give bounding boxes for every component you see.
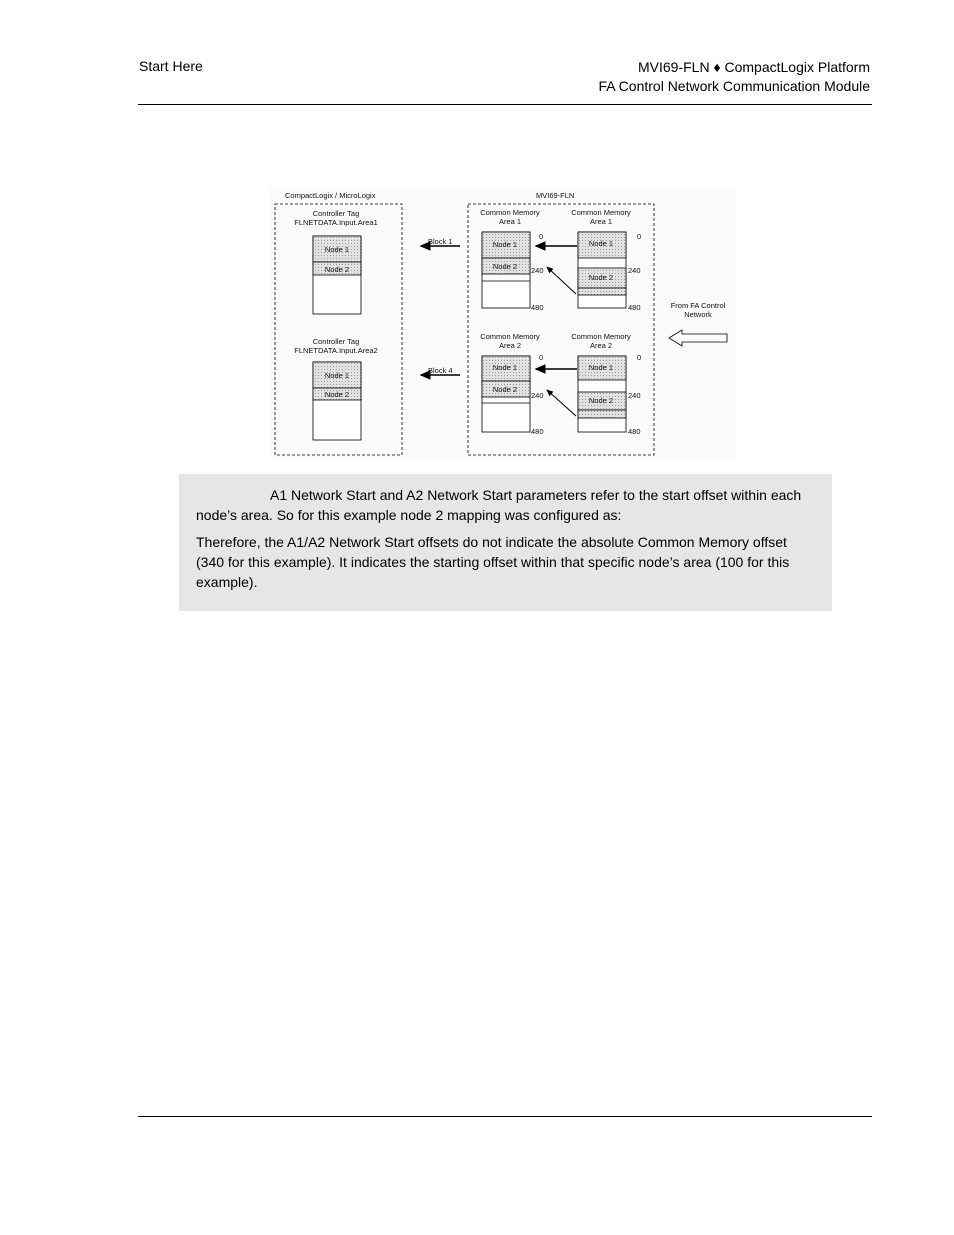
cm-area1-left-line2: Area 1 xyxy=(498,217,522,226)
note-box xyxy=(179,474,832,611)
cm-area1-left-node2: Node 2 xyxy=(492,262,518,271)
cm-area2-right-offset-480: 480 xyxy=(628,427,641,436)
cm-area1-right-node1: Node 1 xyxy=(588,239,614,248)
cm-area1-right-offset-480: 480 xyxy=(628,303,641,312)
ctrl-area2-node2: Node 2 xyxy=(324,390,350,399)
cm-area2-right-offset-0: 0 xyxy=(637,353,642,362)
cm-area2-left-offset-480: 480 xyxy=(531,427,544,436)
ctrl-area2-stack xyxy=(313,362,361,440)
cm-area2-left-offset-240: 240 xyxy=(531,391,544,400)
header-product-line1: MVI69-FLN ♦ CompactLogix Platform xyxy=(638,59,870,75)
ctrl-tag-2-name: FLNETDATA.Input.Area2 xyxy=(294,346,378,355)
cm-area2-left-stack xyxy=(482,356,530,432)
ctrl-area1-node1: Node 1 xyxy=(324,245,350,254)
cm-area1-left-line1: Common Memory xyxy=(480,208,540,217)
cm-area1-right-node2: Node 2 xyxy=(588,273,614,282)
ctrl-tag-1-label: Controller Tag xyxy=(312,209,360,218)
cm-area2-left-offset-0: 0 xyxy=(539,353,544,362)
cm-area1-left-node1: Node 1 xyxy=(492,240,518,249)
ctrl-area1-node2: Node 2 xyxy=(324,265,350,274)
cm-area2-right-node2: Node 2 xyxy=(588,396,614,405)
header-product-line2: FA Control Network Communication Module xyxy=(598,78,870,94)
diagram-svg xyxy=(270,186,736,458)
cm-area1-right-stack xyxy=(578,232,626,308)
from-network-line1: From FA Control xyxy=(670,301,726,310)
cm-area2-right-line2: Area 2 xyxy=(589,341,613,350)
right-panel-title: MVI69-FLN xyxy=(536,191,575,200)
header-divider xyxy=(138,104,872,105)
cm-area1-right-offset-240: 240 xyxy=(628,266,641,275)
cm-area1-right-offset-0: 0 xyxy=(637,232,642,241)
cm-area1-left-offset-480: 480 xyxy=(531,303,544,312)
cm-area1-right-line2: Area 1 xyxy=(589,217,613,226)
note-paragraph-2: Therefore, the A1/A2 Network Start offsets do not indicate the absolute Common Memory offset (340 for this example). It indicates the starting offset within that specific node’s area (100 for this example). xyxy=(196,534,790,590)
block4-label: Block 4 xyxy=(428,366,453,375)
area2-node2-copy-arrow xyxy=(547,390,576,416)
cm-area2-left-line2: Area 2 xyxy=(498,341,522,350)
cm-area2-right-line1: Common Memory xyxy=(571,332,631,341)
block1-label: Block 1 xyxy=(428,237,453,246)
cm-area1-right-line1: Common Memory xyxy=(571,208,631,217)
header-product-title xyxy=(598,58,870,96)
cm-area2-left-node2: Node 2 xyxy=(492,385,518,394)
ctrl-area1-stack xyxy=(313,236,361,314)
network-input-arrow-icon xyxy=(669,330,727,346)
memory-mapping-diagram xyxy=(270,186,736,458)
ctrl-tag-1-name: FLNETDATA.Input.Area1 xyxy=(294,218,378,227)
cm-area2-right-stack xyxy=(578,356,626,432)
cm-area1-left-offset-0: 0 xyxy=(539,232,544,241)
cm-area2-left-line1: Common Memory xyxy=(480,332,540,341)
ctrl-area2-node1: Node 1 xyxy=(324,371,350,380)
left-panel-title: CompactLogix / MicroLogix xyxy=(285,191,376,200)
header-section-title: Start Here xyxy=(139,58,203,74)
cm-area1-left-stack xyxy=(482,232,530,308)
ctrl-tag-2-label: Controller Tag xyxy=(312,337,360,346)
cm-area2-right-node1: Node 1 xyxy=(588,363,614,372)
note-paragraph-1: A1 Network Start and A2 Network Start parameters refer to the start offset within each node’s area. So for this example node 2 mapping was configured as: xyxy=(196,487,802,523)
cm-area2-left-node1: Node 1 xyxy=(492,363,518,372)
cm-area2-right-offset-240: 240 xyxy=(628,391,641,400)
cm-area1-left-offset-240: 240 xyxy=(531,266,544,275)
from-network-line2: Network xyxy=(684,310,712,319)
area1-node2-copy-arrow xyxy=(547,267,576,294)
footer-divider xyxy=(138,1116,872,1117)
